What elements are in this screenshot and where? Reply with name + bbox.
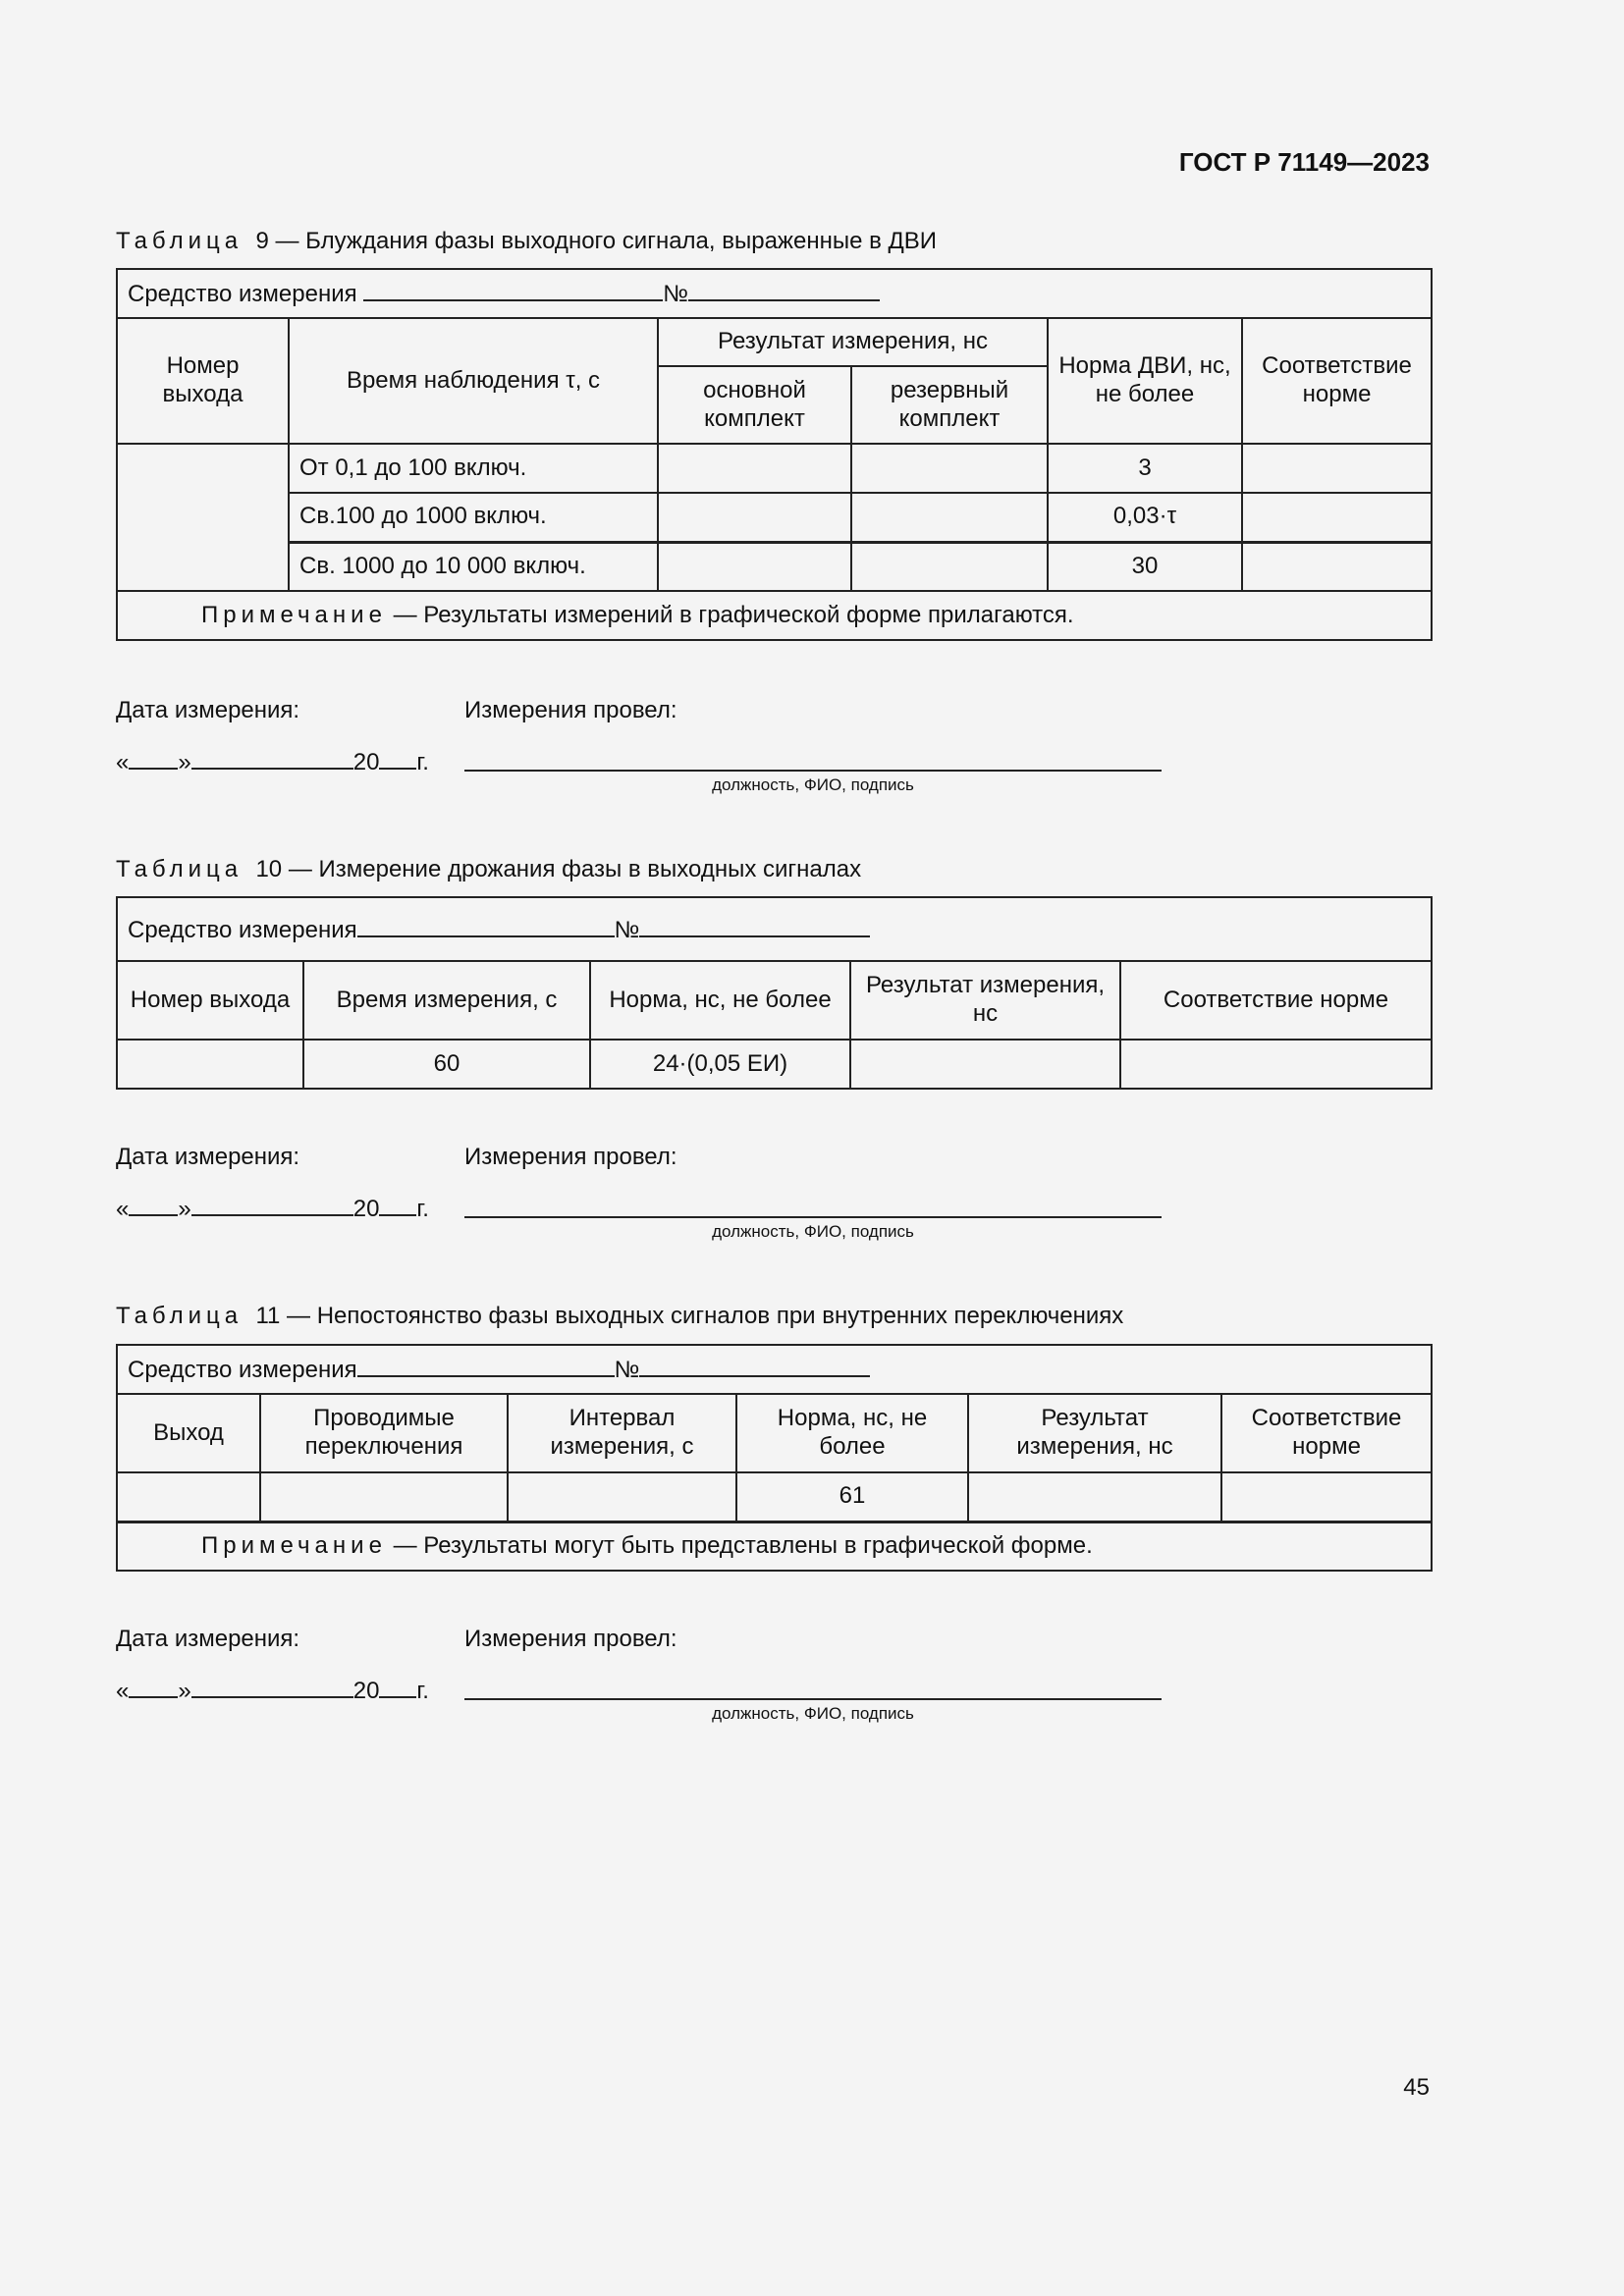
table10-header-measure-time: Время измерения, с [303,961,590,1040]
table9-row-norm: 3 [1048,444,1242,493]
table11-caption-text: — Непостоянство фазы выходных сигналов при внутренних переключениях [287,1303,1124,1329]
table11-measure-tool-row [117,1345,1432,1394]
signature-hint: должность, ФИО, подпись [712,1222,914,1241]
number-sign: № [614,1357,640,1384]
table11-header-interval: Интервал измерения, с [508,1394,736,1472]
table9-row-time: От 0,1 до 100 включ. [289,444,658,493]
date-field[interactable] [116,746,429,776]
table10-row-result-cell [850,1040,1120,1089]
signature-hint: должность, ФИО, подпись [712,775,914,794]
table9-row-time: Св.100 до 1000 включ. [289,493,658,542]
table9-row-compliance-cell [1242,493,1432,542]
table10-caption-word: Таблица [116,856,244,882]
table9-row-time: Св. 1000 до 10 000 включ. [289,542,658,591]
table10-header-output-number: Номер выхода [117,961,303,1040]
table9-caption-text: — Блуждания фазы выходного сигнала, выраженные в ДВИ [275,228,938,254]
table9-caption-num: 9 [255,228,269,254]
table10-row-compliance-cell [1120,1040,1432,1089]
date-quote-open: « [116,1196,130,1222]
table10-caption-num: 10 [255,856,283,882]
number-sign: № [663,281,689,308]
table9-row-compliance-cell [1242,444,1432,493]
table10-header-compliance: Соответствие норме [1120,961,1432,1040]
table11-result-cell [968,1472,1221,1522]
table11-header-output: Выход [117,1394,260,1472]
date-quote-open: « [116,1678,130,1704]
table9-row-reserve-cell [851,542,1048,591]
note-word: Примечание [201,1531,387,1559]
table9-header-main-kit: основной комплект [658,366,851,444]
table9-header-norm: Норма ДВИ, нс, не более [1048,318,1242,444]
table10-caption-text: — Измерение дрожания фазы в выходных сигналах [288,856,862,882]
signature-line[interactable] [464,770,1162,772]
table9-row-reserve-cell [851,444,1048,493]
table9-row-compliance-cell [1242,542,1432,591]
table9-row-main-cell [658,444,851,493]
date-field[interactable] [116,1193,429,1223]
month-blank[interactable] [191,1675,353,1698]
table9-header-observation-time [289,318,658,444]
measure-tool-number-blank [688,278,880,301]
table9-header-compliance: Соответствие норме [1242,318,1432,444]
table11-note-text: — Результаты могут быть представлены в графической форме. [393,1531,1093,1559]
table9-note [117,591,1432,640]
day-blank[interactable] [129,1675,178,1698]
table11-header-compliance: Соответствие норме [1221,1394,1432,1472]
date-quote-open: « [116,749,130,775]
table9-header-output-number: Номер выхода [117,318,289,444]
table9-caption-word: Таблица [116,228,244,254]
measure-tool-number-blank [639,914,870,937]
table10-header-result: Результат измерения, нс [850,961,1120,1040]
number-sign: № [614,916,640,943]
signature-line[interactable] [464,1216,1162,1218]
year-suffix: г. [416,1678,429,1704]
table9-row-reserve-cell [851,493,1048,542]
year-blank[interactable] [379,1193,416,1216]
table11-header-norm: Норма, нс, не более [736,1394,968,1472]
table10-row-norm: 24·(0,05 ЕИ) [590,1040,850,1089]
date-field[interactable] [116,1675,429,1705]
table9-output-number-cell [117,444,289,591]
date-label: Дата измерения: [116,1144,300,1170]
date-label: Дата измерения: [116,1626,300,1652]
signature-line[interactable] [464,1698,1162,1700]
month-blank[interactable] [191,1193,353,1216]
year-prefix: 20 [352,749,380,775]
measure-tool-number-blank [639,1354,870,1377]
table9-header-reserve-kit: резервный комплект [851,366,1048,444]
note-word: Примечание [201,601,387,628]
table9-measure-tool-row [117,269,1432,318]
table9-row-main-cell [658,493,851,542]
date-quote-close: » [178,1196,191,1222]
table10-caption [116,856,861,883]
year-prefix: 20 [352,1678,380,1704]
measure-tool-blank [357,1354,615,1377]
table9-header-result: Результат измерения, нс [658,318,1048,366]
measure-tool-label: Средство измерения [128,281,357,308]
date-quote-close: » [178,749,191,775]
day-blank[interactable] [129,1193,178,1216]
table11-caption-num: 11 [255,1303,281,1329]
performer-label: Измерения провел: [464,1144,677,1170]
table10-measure-tool-row [117,897,1432,961]
observation-time-label: Время наблюдения τ, с [346,366,601,394]
day-blank[interactable] [129,746,178,770]
table10-header-norm: Норма, нс, не более [590,961,850,1040]
year-blank[interactable] [379,1675,416,1698]
table9-row-norm: 0,03·τ [1048,493,1242,542]
date-label: Дата измерения: [116,697,300,723]
year-suffix: г. [416,1196,429,1222]
document-id: ГОСТ Р 71149—2023 [1178,147,1430,177]
table11-header-switches: Проводимые переключения [260,1394,508,1472]
date-quote-close: » [178,1678,191,1704]
year-suffix: г. [416,749,429,775]
table9 [116,268,1433,641]
table9-row-norm: 30 [1048,542,1242,591]
table11-header-result: Результат измерения, нс [968,1394,1221,1472]
table11-compliance-cell [1221,1472,1432,1522]
table11 [116,1344,1433,1572]
measure-tool-label: Средство измерения [128,916,357,943]
month-blank[interactable] [191,746,353,770]
table11-interval-cell [508,1472,736,1522]
year-prefix: 20 [352,1196,380,1222]
measure-tool-blank [363,278,663,301]
performer-label: Измерения провел: [464,1626,677,1652]
table9-note-text: — Результаты измерений в графической форме прилагаются. [393,601,1074,628]
table11-caption [116,1303,1123,1330]
page-number: 45 [1403,2074,1430,2101]
table10-row-time: 60 [303,1040,590,1089]
performer-label: Измерения провел: [464,697,677,723]
table10-output-number-cell [117,1040,303,1089]
table11-output-cell [117,1472,260,1522]
measure-tool-label: Средство измерения [128,1357,357,1384]
table9-row-main-cell [658,542,851,591]
table11-note [117,1522,1432,1571]
year-blank[interactable] [379,746,416,770]
table11-row-norm: 61 [736,1472,968,1522]
table11-switches-cell [260,1472,508,1522]
table9-caption [116,228,937,255]
measure-tool-blank [357,914,615,937]
signature-hint: должность, ФИО, подпись [712,1704,914,1723]
table10 [116,896,1433,1090]
table11-caption-word: Таблица [116,1303,244,1329]
